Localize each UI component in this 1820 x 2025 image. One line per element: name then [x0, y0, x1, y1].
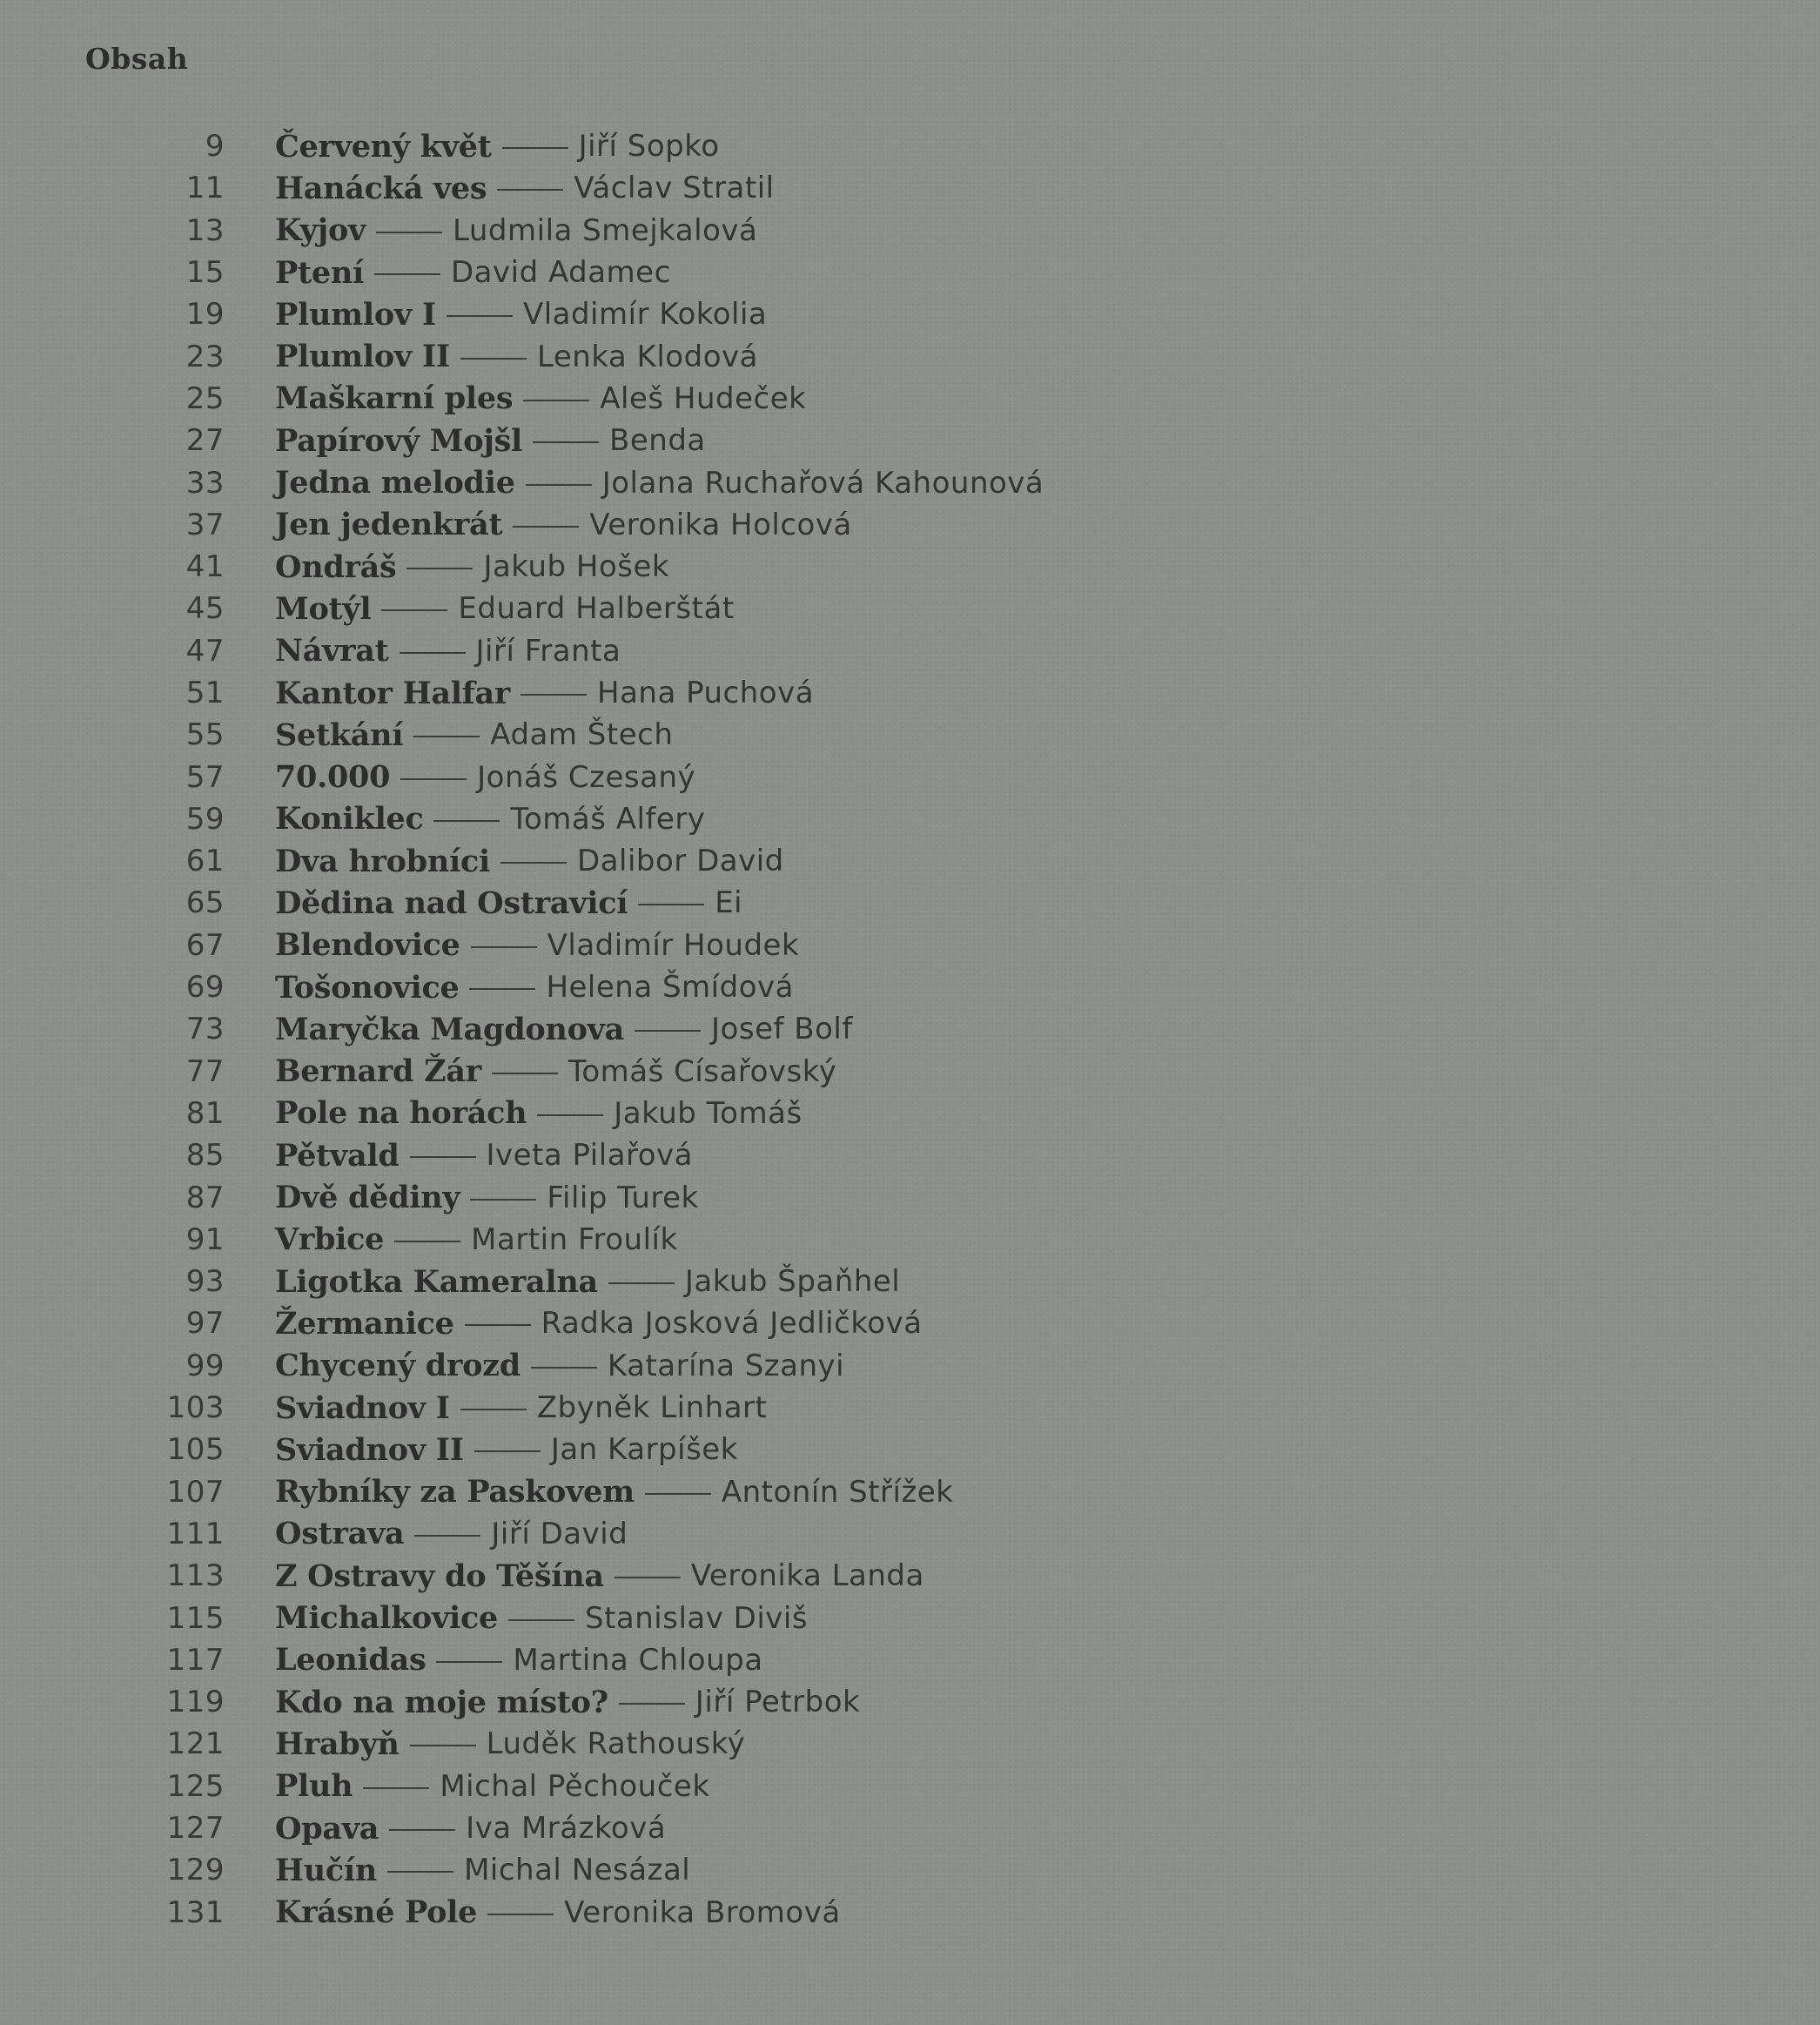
- toc-page-number: 67: [185, 927, 225, 963]
- toc-entry: [0, 1261, 1820, 1302]
- toc-author: Lenka Klodová: [537, 339, 758, 374]
- toc-title: Chycený drozd: [275, 1348, 520, 1384]
- toc-page-number: 57: [185, 759, 225, 795]
- toc-dash-separator: [400, 778, 467, 780]
- page-title: Obsah: [85, 42, 189, 76]
- toc-entry: [0, 630, 1820, 672]
- toc-title: Návrat: [275, 633, 389, 669]
- toc-entry: [0, 1513, 1820, 1555]
- toc-author: Martina Chloupa: [513, 1642, 763, 1678]
- toc-page-number: 9: [205, 129, 225, 165]
- toc-page-number: 115: [166, 1600, 225, 1636]
- toc-title: Kantor Halfar: [275, 675, 510, 711]
- toc-title: Krásné Pole: [275, 1894, 478, 1931]
- toc-author: Veronika Holcová: [589, 507, 852, 542]
- toc-dash-separator: [465, 1324, 531, 1326]
- toc-author: David Adamec: [451, 255, 671, 291]
- toc-entry: [0, 335, 1820, 377]
- toc-entry: [0, 167, 1820, 209]
- toc-page-number: 45: [185, 591, 225, 627]
- toc-entry: [0, 1302, 1820, 1344]
- toc-title: Papírový Mojšl: [275, 422, 523, 459]
- toc-entry: [0, 756, 1820, 797]
- toc-entry: [0, 1891, 1820, 1933]
- toc-title: Bernard Žár: [275, 1053, 481, 1090]
- toc-author: Luděk Rathouský: [486, 1726, 746, 1762]
- toc-page-number: 121: [166, 1726, 225, 1762]
- toc-entry: [0, 293, 1820, 335]
- toc-page-number: 73: [185, 1012, 225, 1047]
- toc-author: Eduard Halberštát: [458, 591, 735, 627]
- toc-dash-separator: [387, 1871, 453, 1873]
- toc-entry: [0, 1008, 1820, 1050]
- toc-entry: [0, 504, 1820, 546]
- toc-dash-separator: [410, 1745, 476, 1746]
- toc-author: Antonín Střížek: [721, 1474, 954, 1510]
- toc-dash-separator: [608, 1282, 675, 1284]
- toc-title: Kdo na moje místo?: [275, 1684, 608, 1720]
- toc-entry: [0, 1345, 1820, 1387]
- toc-entry: [0, 378, 1820, 420]
- toc-title: Hanácká ves: [275, 170, 487, 206]
- toc-page-number: 47: [185, 633, 225, 669]
- toc-page-number: 61: [185, 844, 225, 879]
- toc-dash-separator: [406, 568, 473, 569]
- toc-dash-separator: [533, 441, 599, 443]
- toc-entry: [0, 1723, 1820, 1765]
- toc-author: Jiří Petrbok: [695, 1685, 861, 1720]
- toc-page-number: 105: [166, 1432, 225, 1468]
- toc-author: Ei: [715, 885, 743, 921]
- toc-dash-separator: [447, 315, 513, 317]
- toc-page-number: 129: [166, 1853, 225, 1888]
- toc-title: Žermanice: [275, 1305, 454, 1342]
- toc-page-number: 55: [185, 717, 225, 753]
- toc-dash-separator: [363, 1787, 429, 1789]
- toc-dash-separator: [500, 862, 567, 864]
- toc-dash-separator: [394, 1241, 460, 1242]
- toc-author: Tomáš Císařovský: [567, 1053, 837, 1089]
- toc-dash-separator: [638, 904, 704, 905]
- toc-dash-separator: [460, 1409, 527, 1410]
- toc-dash-separator: [520, 694, 587, 696]
- toc-title: Jen jedenkrát: [275, 507, 503, 543]
- toc-author: Jakub Tomáš: [614, 1095, 803, 1131]
- toc-title: Plumlov II: [275, 339, 451, 375]
- toc-title: Dva hrobníci: [275, 843, 491, 879]
- toc-page-number: 11: [185, 171, 225, 206]
- toc-entry: [0, 1766, 1820, 1807]
- toc-dash-separator: [537, 1114, 603, 1116]
- toc-title: Maryčka Magdonova: [275, 1011, 625, 1047]
- toc-author: Jiří David: [491, 1516, 628, 1551]
- toc-dash-separator: [526, 484, 592, 486]
- toc-entry: [0, 1134, 1820, 1176]
- toc-entry: [0, 966, 1820, 1008]
- toc-author: Jakub Špaňhel: [684, 1264, 901, 1300]
- toc-entry: [0, 714, 1820, 756]
- toc-title: Michalkovice: [275, 1600, 498, 1637]
- toc-title: Motýl: [275, 590, 372, 627]
- toc-entry: [0, 840, 1820, 882]
- toc-entry: [0, 798, 1820, 840]
- toc-author: Filip Turek: [547, 1180, 699, 1215]
- toc-dash-separator: [469, 988, 535, 990]
- toc-title: Pětvald: [275, 1137, 400, 1174]
- toc-page-number: 13: [185, 212, 225, 248]
- toc-page-number: 37: [185, 507, 225, 542]
- toc-title: Tošonovice: [275, 969, 460, 1006]
- toc-entry: [0, 672, 1820, 714]
- toc-dash-separator: [470, 1199, 536, 1201]
- toc-author: Radka Josková Jedličková: [541, 1306, 923, 1342]
- toc-author: Dalibor David: [577, 844, 784, 879]
- toc-author: Aleš Hudeček: [600, 380, 807, 416]
- toc-page-number: 15: [185, 255, 225, 291]
- toc-title: Dvě dědiny: [275, 1180, 460, 1216]
- toc-author: Veronika Bromová: [564, 1894, 841, 1930]
- toc-dash-separator: [410, 1156, 476, 1158]
- toc-page-number: 97: [185, 1306, 225, 1342]
- toc-entry: [0, 1807, 1820, 1849]
- toc-dash-separator: [523, 400, 589, 401]
- toc-dash-separator: [513, 526, 579, 528]
- toc-page-number: 23: [185, 339, 225, 374]
- toc-title: Leonidas: [275, 1642, 426, 1679]
- toc-title: Pole na horách: [275, 1095, 527, 1132]
- toc-author: Jiří Franta: [475, 633, 621, 669]
- toc-dash-separator: [474, 1450, 541, 1452]
- toc-author: Martin Froulík: [471, 1221, 678, 1257]
- toc-page-number: 125: [166, 1768, 225, 1804]
- toc-entry: [0, 1387, 1820, 1429]
- toc-author: Jan Karpíšek: [550, 1432, 738, 1468]
- toc-entry: [0, 420, 1820, 461]
- toc-dash-separator: [414, 1535, 480, 1537]
- toc-title: Ptení: [275, 254, 364, 291]
- toc-dash-separator: [508, 1619, 574, 1621]
- toc-dash-separator: [487, 1914, 554, 1915]
- toc-title: Dědina nad Ostravicí: [275, 885, 628, 921]
- toc-page-number: 91: [185, 1221, 225, 1257]
- toc-title: Koniklec: [275, 801, 424, 838]
- toc-title: 70.000: [275, 759, 391, 796]
- toc-dash-separator: [492, 1073, 558, 1074]
- toc-entry: [0, 1093, 1820, 1134]
- toc-author: Michal Nesázal: [464, 1853, 691, 1888]
- toc-title: Z Ostravy do Těšína: [275, 1557, 604, 1594]
- toc-dash-separator: [376, 232, 442, 233]
- toc-title: Setkání: [275, 716, 404, 753]
- toc-entry: [0, 546, 1820, 588]
- toc-title: Ostrava: [275, 1516, 405, 1552]
- toc-author: Jakub Hošek: [483, 549, 670, 585]
- toc-title: Červený květ: [275, 128, 492, 165]
- toc-author: Hana Puchová: [597, 676, 815, 710]
- toc-entry: [0, 252, 1820, 293]
- toc-dash-separator: [531, 1367, 597, 1369]
- toc-page-number: 33: [185, 465, 225, 501]
- toc-page-number: 93: [185, 1264, 225, 1300]
- toc-page-number: 119: [166, 1685, 225, 1720]
- toc-entry: [0, 1429, 1820, 1470]
- toc-page-number: 87: [185, 1180, 225, 1215]
- toc-title: Sviadnov I: [275, 1389, 450, 1426]
- toc-title: Maškarní ples: [275, 380, 514, 417]
- toc-author: Jiří Sopko: [578, 129, 720, 165]
- toc-title: Sviadnov II: [275, 1431, 464, 1468]
- toc-title: Pluh: [275, 1768, 353, 1805]
- toc-title: Ondráš: [275, 548, 397, 585]
- toc-dash-separator: [433, 820, 500, 822]
- toc-title: Opava: [275, 1810, 379, 1847]
- toc-page-number: 111: [166, 1516, 225, 1551]
- toc-title: Hrabyň: [275, 1726, 400, 1762]
- toc-title: Plumlov I: [275, 296, 436, 333]
- toc-author: Iveta Pilařová: [486, 1138, 694, 1174]
- toc-dash-separator: [502, 147, 568, 149]
- toc-author: Iva Mrázková: [466, 1811, 667, 1847]
- toc-entry: [0, 1681, 1820, 1723]
- toc-page-number: 69: [185, 970, 225, 1006]
- toc-page-number: 27: [185, 423, 225, 459]
- toc-author: Václav Stratil: [574, 171, 775, 206]
- toc-page-number: 99: [185, 1348, 225, 1383]
- toc-dash-separator: [400, 652, 466, 654]
- toc-author: Ludmila Smejkalová: [453, 212, 758, 248]
- toc-page-number: 131: [166, 1894, 225, 1930]
- toc-entry: [0, 461, 1820, 503]
- toc-entry: [0, 1176, 1820, 1218]
- toc-entry: [0, 1597, 1820, 1638]
- toc-author: Katarína Szanyi: [607, 1348, 845, 1383]
- toc-page-number: 85: [185, 1138, 225, 1174]
- toc-page-number: 107: [166, 1474, 225, 1510]
- toc-title: Rybníky za Paskovem: [275, 1474, 635, 1510]
- toc-author: Tomáš Alfery: [510, 801, 706, 837]
- toc-author: Vladimír Kokolia: [522, 297, 768, 333]
- toc-page-number: 51: [185, 676, 225, 710]
- toc-title: Hučín: [275, 1852, 378, 1888]
- toc-entry: [0, 1849, 1820, 1891]
- toc-title: Kyjov: [275, 212, 366, 249]
- toc-author: Stanislav Diviš: [584, 1600, 809, 1636]
- toc-author: Benda: [609, 423, 706, 459]
- toc-dash-separator: [381, 609, 447, 611]
- toc-page-number: 127: [166, 1811, 225, 1847]
- toc-dash-separator: [413, 736, 480, 737]
- toc-page-number: 65: [185, 885, 225, 921]
- toc-dash-separator: [389, 1829, 455, 1831]
- toc-author: Zbyněk Linhart: [536, 1390, 768, 1426]
- toc-dash-separator: [645, 1493, 711, 1495]
- toc-author: Jolana Ruchařová Kahounová: [601, 465, 1044, 501]
- toc-author: Josef Bolf: [711, 1012, 853, 1047]
- toc-page-number: 117: [166, 1642, 225, 1678]
- toc-dash-separator: [471, 946, 537, 948]
- toc-title: Jedna melodie: [275, 465, 515, 501]
- toc-author: Adam Štech: [490, 717, 674, 753]
- toc-dash-separator: [436, 1661, 502, 1663]
- toc-entry: [0, 1639, 1820, 1681]
- toc-dash-separator: [619, 1703, 685, 1705]
- toc-entry: [0, 882, 1820, 924]
- toc-author: Vladimír Houdek: [547, 927, 800, 963]
- toc-page-number: 19: [185, 297, 225, 333]
- toc-dash-separator: [374, 273, 440, 275]
- toc-entry: [0, 210, 1820, 252]
- toc-page-number: 113: [166, 1558, 225, 1594]
- toc-author: Jonáš Czesaný: [477, 759, 696, 795]
- toc-entry: [0, 1555, 1820, 1597]
- toc-page-number: 41: [185, 549, 225, 585]
- toc-title: Blendovice: [275, 927, 460, 964]
- toc-dash-separator: [635, 1030, 701, 1032]
- toc-entry: [0, 125, 1820, 167]
- table-of-contents: [0, 125, 1820, 1934]
- toc-page-number: 25: [185, 380, 225, 416]
- toc-dash-separator: [460, 358, 527, 360]
- toc-page-number: 59: [185, 801, 225, 837]
- toc-page-number: 81: [185, 1095, 225, 1131]
- toc-entry: [0, 925, 1820, 966]
- toc-entry: [0, 1051, 1820, 1093]
- toc-author: Michal Pěchouček: [440, 1768, 710, 1804]
- toc-author: Helena Šmídová: [546, 970, 794, 1006]
- toc-entry: [0, 588, 1820, 629]
- toc-entry: [0, 1471, 1820, 1513]
- toc-entry: [0, 1219, 1820, 1261]
- toc-page-number: 77: [185, 1053, 225, 1089]
- toc-dash-separator: [615, 1577, 681, 1578]
- toc-dash-separator: [497, 189, 563, 191]
- toc-title: Vrbice: [275, 1221, 385, 1258]
- toc-author: Veronika Landa: [690, 1558, 924, 1594]
- toc-title: Ligotka Kameralna: [275, 1263, 598, 1300]
- toc-page-number: 103: [166, 1390, 225, 1426]
